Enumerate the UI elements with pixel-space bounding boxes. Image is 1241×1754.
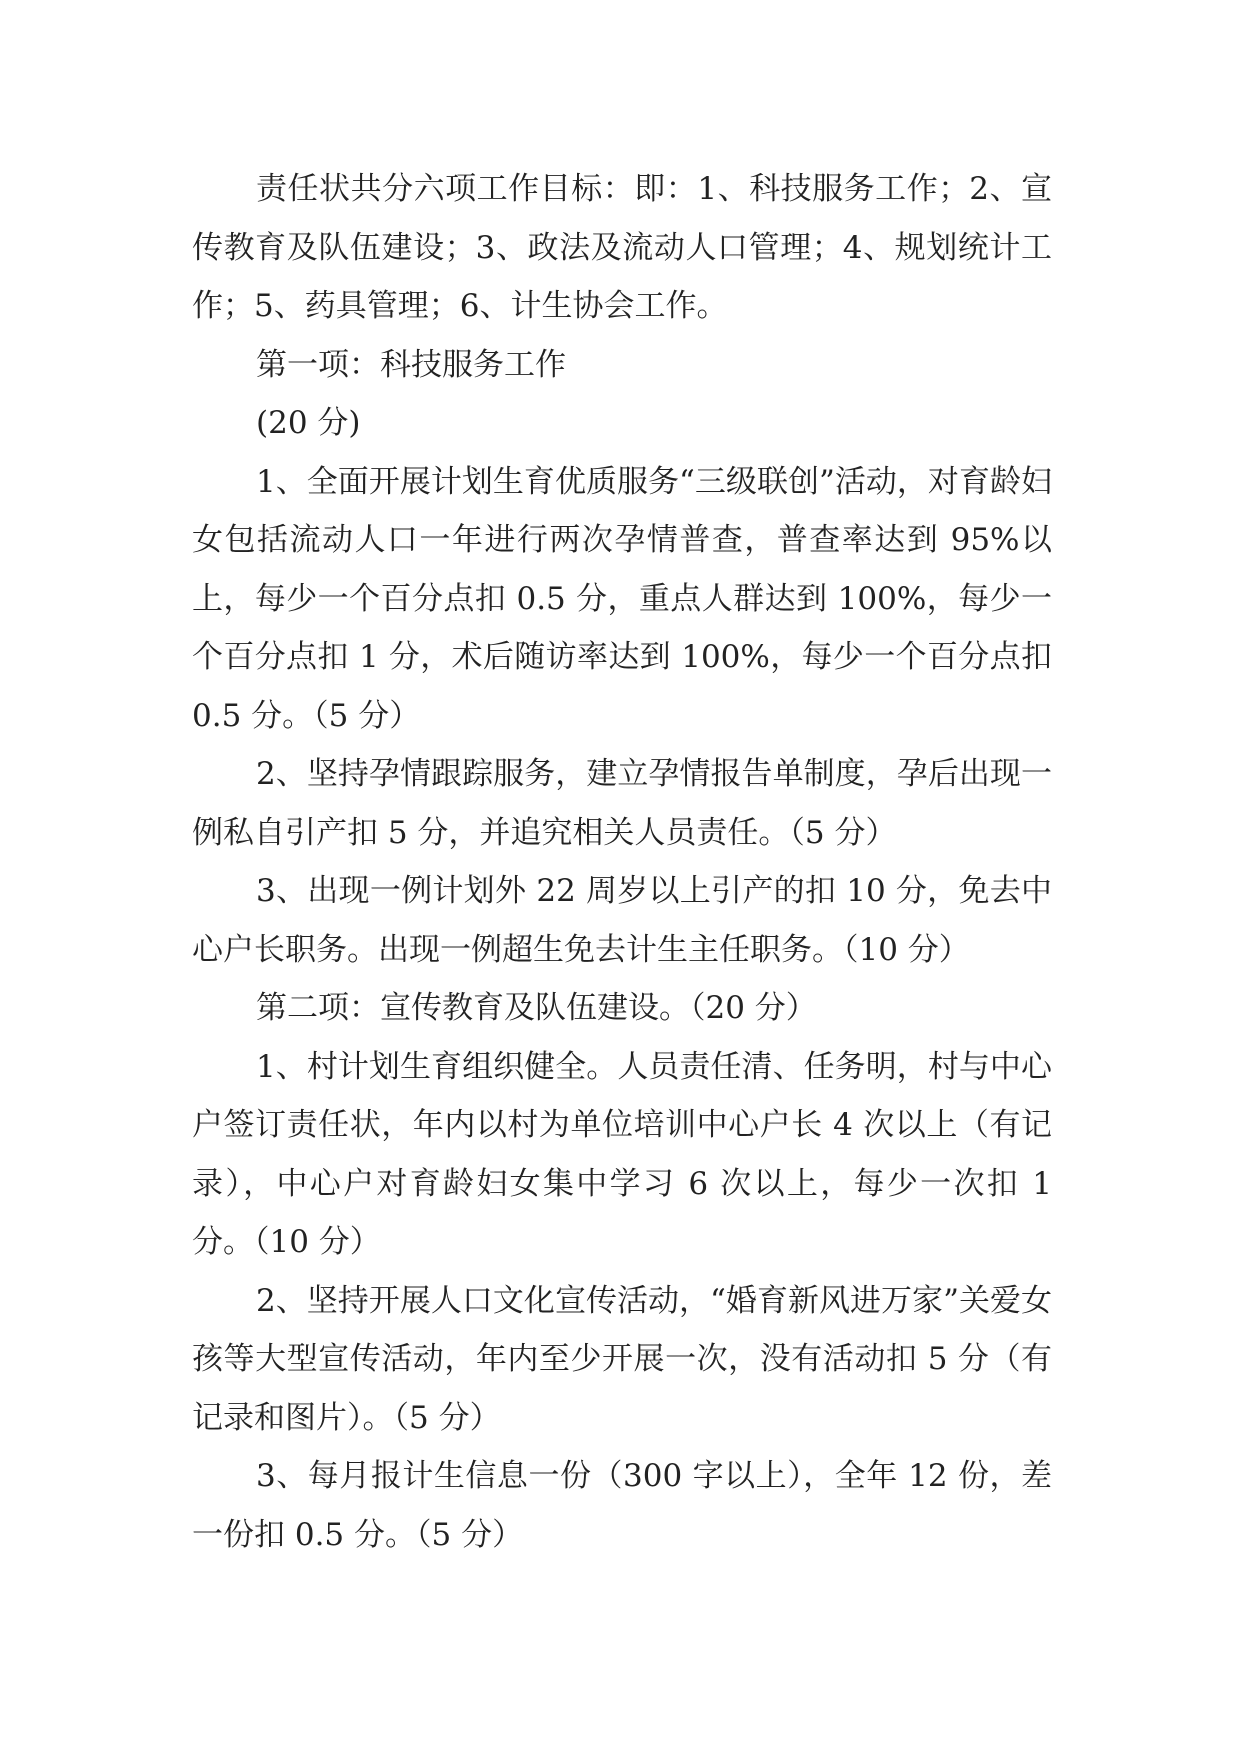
item-1-1: 1、全面开展计划生育优质服务“三级联创”活动，对育龄妇女包括流动人口一年进行两次孕情普查，普查率达到 95%以上，每少一个百分点扣 0.5 分，重点人群达到 100%，每少一个百分点扣 1 分，术后随访率达到 100%，每少一个百分点扣 0.5 分。（5 分） (192, 463, 1052, 734)
item-2-3: 3、每月报计生信息一份（300 字以上），全年 12 份，差一份扣 0.5 分。（5 分） (192, 1458, 1052, 1553)
document-body (192, 160, 1052, 1564)
item-2-2: 2、坚持开展人口文化宣传活动，“婚育新风进万家”关爱女孩等大型宣传活动，年内至少开展一次，没有活动扣 5 分（有记录和图片）。（5 分） (192, 1282, 1052, 1436)
section-heading-1: 第一项：科技服务工作 (256, 346, 566, 383)
section-heading-2: 第二项：宣传教育及队伍建设。（20 分） (256, 990, 817, 1026)
section-score-1: (20 分) (256, 405, 361, 441)
item-1-2: 2、坚持孕情跟踪服务，建立孕情报告单制度，孕后出现一例私自引产扣 5 分，并追究相关人员责任。（5 分） (192, 756, 1052, 851)
item-2-1: 1、村计划生育组织健全。人员责任清、任务明，村与中心户签订责任状，年内以村为单位培训中心户长 4 次以上（有记录），中心户对育龄妇女集中学习 6 次以上，每少一次扣 1 分。（10 分） (192, 1048, 1052, 1260)
paragraph-intro: 责任状共分六项工作目标：即：1、科技服务工作；2、宣传教育及队伍建设；3、政法及流动人口管理；4、规划统计工作；5、药具管理；6、计生协会工作。 (192, 171, 1052, 324)
item-1-3: 3、出现一例计划外 22 周岁以上引产的扣 10 分，免去中心户长职务。出现一例超生免去计生主任职务。（10 分） (192, 873, 1052, 968)
